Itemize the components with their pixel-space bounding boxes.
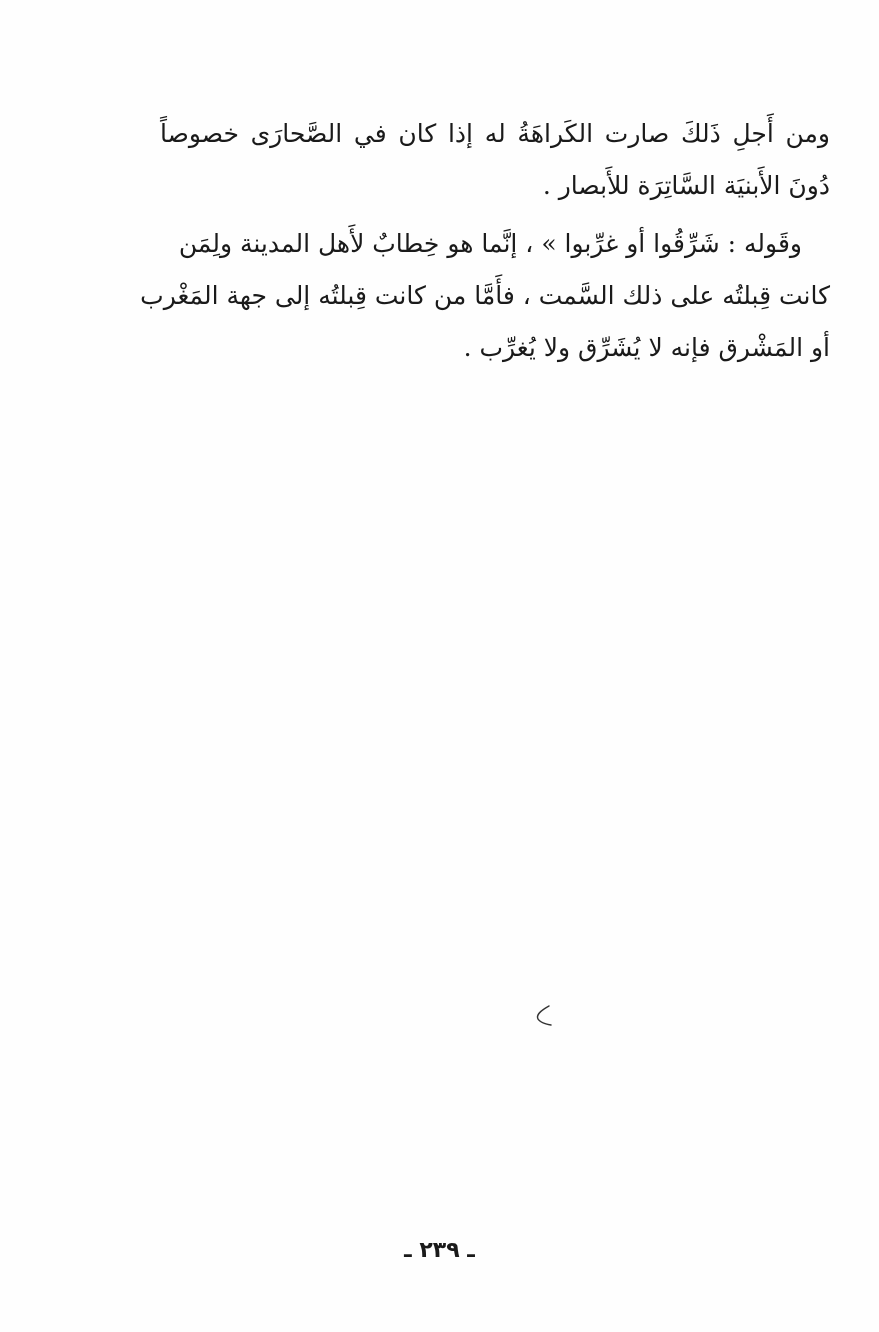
paragraph-2-line-2: كانت قِبلتُه على ذلك السَّمت ، فأَمَّا من كانت قِبلتُه إلى جهة المَغْرب bbox=[140, 281, 830, 310]
paragraph-2-line-1-wrapper bbox=[179, 218, 830, 270]
paragraph-1-line-2: دُونَ الأَبنيَة السَّاتِرَة للأَبصار . bbox=[542, 171, 830, 200]
paragraph-2-line-1: وقَوله : شَرِّقُوا أو غرِّبوا » ، إنَّما هو خِطابٌ لأَهل المدينة ولِمَن bbox=[178, 229, 802, 258]
paragraph-2-line-3: أو المَشْرق فإنه لا يُشَرِّق ولا يُغرِّب . bbox=[463, 333, 830, 362]
stray-mark-icon bbox=[532, 1003, 554, 1029]
page-number: ـ ٢٣٩ ـ bbox=[404, 1238, 475, 1263]
paragraph-1-line-1: ومن أَجلِ ذَلكَ صارت الكَراهَةُ له إذا كان في الصَّحارَى خصوصاً bbox=[160, 119, 830, 148]
